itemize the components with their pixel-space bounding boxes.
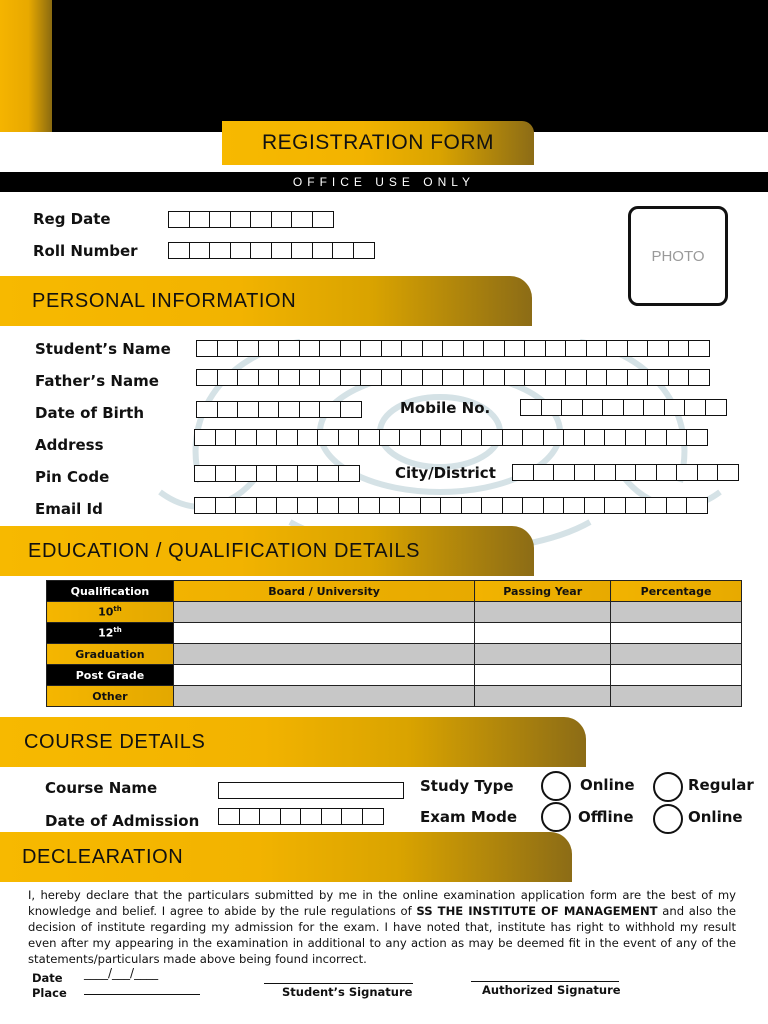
- study-regular-label: Regular: [688, 776, 754, 794]
- board-input[interactable]: [173, 686, 474, 707]
- study-regular-radio[interactable]: [653, 772, 683, 802]
- course-details-header: [0, 717, 586, 767]
- fathers-name-label: Father’s Name: [35, 372, 159, 390]
- percentage-input[interactable]: [611, 602, 742, 623]
- course-details-title: COURSE DETAILS: [24, 730, 206, 753]
- photo-box[interactable]: [628, 206, 728, 306]
- form-title: REGISTRATION FORM: [261, 131, 495, 154]
- study-type-label: Study Type: [420, 777, 514, 795]
- declaration-header: [0, 832, 572, 882]
- dob-label: Date of Birth: [35, 404, 145, 422]
- pin-code-boxes[interactable]: [194, 465, 358, 482]
- table-row: [47, 602, 742, 623]
- personal-info-header: [0, 276, 532, 326]
- board-input[interactable]: [173, 665, 474, 686]
- students-name-boxes[interactable]: [196, 340, 709, 357]
- board-input[interactable]: [173, 623, 474, 644]
- photo-label: PHOTO: [651, 247, 705, 265]
- pin-code-label: Pin Code: [35, 468, 110, 486]
- dob-boxes[interactable]: [196, 401, 360, 418]
- date-input[interactable]: ____/___/____: [84, 966, 159, 980]
- exam-offline-label: Offline: [578, 808, 634, 826]
- authorized-signature-line[interactable]: [471, 981, 619, 982]
- exam-offline-radio[interactable]: [541, 802, 571, 832]
- percentage-input[interactable]: [611, 665, 742, 686]
- email-label: Email Id: [35, 500, 103, 518]
- date-of-admission-boxes[interactable]: [218, 808, 382, 825]
- study-online-label: Online: [580, 776, 635, 794]
- fathers-name-boxes[interactable]: [196, 369, 709, 386]
- board-input[interactable]: [173, 644, 474, 665]
- roll-number-boxes[interactable]: [168, 242, 373, 259]
- qualification-cell: 10th: [47, 602, 174, 623]
- education-title: EDUCATION / QUALIFICATION DETAILS: [28, 539, 421, 562]
- exam-mode-label: Exam Mode: [420, 808, 518, 826]
- course-name-label: Course Name: [45, 779, 158, 797]
- declaration-text: I, hereby declare that the particulars submitted by me in the online examination application form are the best of my knowledge and belief. I agree to abide by the rule regulations of SS THE INSTITUTE OF MANAGEMENT and also the decision of institute regarding my admission for the exam. I have noted that, institute has right to withhold my result even after my appearing in the examination in additional to any action as may be deemed fit in the event of any of the statements/particulars made above being found incorrect.: [28, 888, 736, 966]
- exam-online-radio[interactable]: [653, 804, 683, 834]
- student-signature-label: Student’s Signature: [282, 985, 413, 999]
- email-boxes[interactable]: [194, 497, 707, 514]
- study-online-radio[interactable]: [541, 771, 571, 801]
- percentage-input[interactable]: [611, 644, 742, 665]
- place-label: Place: [32, 986, 67, 1000]
- exam-online-label: Online: [688, 808, 743, 826]
- reg-date-label: Reg Date: [33, 210, 111, 228]
- office-use-strip: [0, 172, 768, 192]
- passing-year-input[interactable]: [475, 644, 611, 665]
- column-header: Qualification: [47, 581, 174, 602]
- declaration-title: DECLEARATION: [22, 845, 184, 868]
- table-row: [47, 686, 742, 707]
- form-title-bar: [222, 121, 534, 165]
- percentage-input[interactable]: [611, 686, 742, 707]
- city-district-boxes[interactable]: [512, 464, 738, 481]
- address-label: Address: [35, 436, 104, 454]
- mobile-label: Mobile No.: [400, 399, 491, 417]
- qualification-cell: Post Grade: [47, 665, 174, 686]
- city-district-label: City/District: [395, 464, 496, 482]
- student-signature-line[interactable]: [264, 983, 413, 984]
- board-input[interactable]: [173, 602, 474, 623]
- table-row: [47, 623, 742, 644]
- column-header: Percentage: [611, 581, 742, 602]
- passing-year-input[interactable]: [475, 623, 611, 644]
- students-name-label: Student’s Name: [35, 340, 171, 358]
- percentage-input[interactable]: [611, 623, 742, 644]
- institute-name: SS THE INSTITUTE OF MANAGEMENT: [416, 904, 658, 918]
- passing-year-input[interactable]: [475, 602, 611, 623]
- table-row: [47, 644, 742, 665]
- passing-year-input[interactable]: [475, 665, 611, 686]
- passing-year-input[interactable]: [475, 686, 611, 707]
- table-header-row: [47, 581, 742, 602]
- qualification-cell: Other: [47, 686, 174, 707]
- top-banner: [0, 0, 768, 132]
- qualification-cell: Graduation: [47, 644, 174, 665]
- office-use-label: OFFICE USE ONLY: [292, 175, 476, 189]
- column-header: Board / University: [173, 581, 474, 602]
- roll-number-label: Roll Number: [33, 242, 138, 260]
- education-header: [0, 526, 534, 576]
- reg-date-boxes[interactable]: [168, 211, 332, 228]
- address-boxes[interactable]: [194, 429, 707, 446]
- table-row: [47, 665, 742, 686]
- course-name-input[interactable]: [218, 782, 404, 799]
- date-of-admission-label: Date of Admission: [45, 812, 200, 830]
- education-table: [46, 580, 742, 707]
- column-header: Passing Year: [475, 581, 611, 602]
- personal-info-title: PERSONAL INFORMATION: [32, 289, 297, 312]
- place-input[interactable]: [84, 994, 200, 995]
- authorized-signature-label: Authorized Signature: [482, 983, 621, 997]
- mobile-boxes[interactable]: [520, 399, 725, 416]
- qualification-cell: 12th: [47, 623, 174, 644]
- gold-corner-tab: [0, 0, 52, 132]
- date-label: Date: [32, 971, 63, 985]
